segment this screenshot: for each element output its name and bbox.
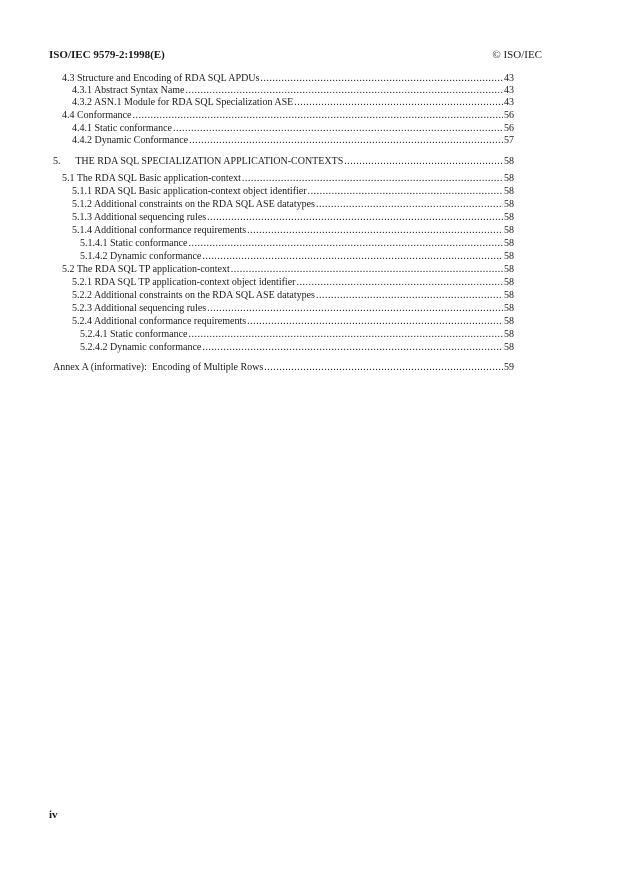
toc-entry-page: 58 <box>504 212 514 223</box>
toc-entry-page: 58 <box>504 199 514 210</box>
toc-entry-title: 4.3.2 ASN.1 Module for RDA SQL Specialization ASE <box>72 97 294 108</box>
toc-entry-title: 5.2.2 Additional constraints on the RDA SQL ASE datatypes <box>72 290 315 301</box>
toc-entry[interactable] <box>62 173 514 185</box>
dot-leader <box>308 186 503 198</box>
toc-entry[interactable] <box>72 225 514 237</box>
toc-entry-page: 43 <box>504 73 514 84</box>
dot-leader <box>189 135 503 147</box>
toc-entry-page: 57 <box>504 135 514 146</box>
dot-leader <box>247 225 503 237</box>
toc-entry-title: 5.2 The RDA SQL TP application-context <box>62 264 230 275</box>
toc-entry-page: 58 <box>504 342 514 353</box>
toc-entry[interactable] <box>62 110 514 122</box>
toc-entry[interactable] <box>80 238 514 250</box>
toc-entry-title: 4.4.2 Dynamic Conformance <box>72 135 189 146</box>
toc-entry[interactable] <box>80 251 514 263</box>
toc-entry-title: 5.1.4.1 Static conformance <box>80 238 188 249</box>
toc-entry[interactable] <box>72 135 514 147</box>
toc-entry-title: 5.2.4.2 Dynamic conformance <box>80 342 202 353</box>
toc-entry-page: 56 <box>504 123 514 134</box>
toc-entry[interactable] <box>62 73 514 85</box>
toc-entry[interactable] <box>72 186 514 198</box>
dot-leader <box>185 85 503 97</box>
toc-entry-title: 4.4 Conformance <box>62 110 132 121</box>
toc-entry-title: 5.2.1 RDA SQL TP application-context object identifier <box>72 277 296 288</box>
toc-entry-page: 58 <box>504 238 514 249</box>
toc-entry[interactable] <box>72 199 514 211</box>
dot-leader <box>316 290 503 302</box>
dot-leader <box>207 303 503 315</box>
toc-entry[interactable] <box>62 264 514 276</box>
toc-entry[interactable] <box>72 85 514 97</box>
toc-entry-page: 43 <box>504 97 514 108</box>
dot-leader <box>247 316 503 328</box>
toc-entry-title: 5.1 The RDA SQL Basic application-context <box>62 173 241 184</box>
toc-entry-page: 58 <box>504 277 514 288</box>
toc-entry-title: 5.1.4.2 Dynamic conformance <box>80 251 202 262</box>
dot-leader <box>207 212 503 224</box>
toc-entry-title: 5.2.4.1 Static conformance <box>80 329 188 340</box>
dot-leader <box>260 73 503 85</box>
dot-leader <box>231 264 503 276</box>
toc-entry[interactable] <box>72 290 514 302</box>
page-number: iv <box>49 809 58 821</box>
toc-entry-title: 5.1.1 RDA SQL Basic application-context object identifier <box>72 186 307 197</box>
toc-entry-page: 58 <box>504 156 514 167</box>
toc-entry-page: 58 <box>504 290 514 301</box>
toc-entry-title: 5.1.2 Additional constraints on the RDA SQL ASE datatypes <box>72 199 315 210</box>
toc-entry[interactable] <box>72 123 514 135</box>
toc-entry-title: 5.1.4 Additional conformance requirements <box>72 225 247 236</box>
toc-entry[interactable] <box>72 303 514 315</box>
dot-leader <box>188 329 503 341</box>
dot-leader <box>242 173 503 185</box>
document-standard-id: ISO/IEC 9579-2:1998(E) <box>49 49 165 61</box>
toc-entry[interactable] <box>72 277 514 289</box>
toc-entry-title: 4.4.1 Static conformance <box>72 123 172 134</box>
dot-leader <box>188 238 503 250</box>
toc-entry-page: 43 <box>504 85 514 96</box>
toc-entry-page: 58 <box>504 264 514 275</box>
dot-leader <box>316 199 503 211</box>
toc-entry[interactable] <box>53 156 514 168</box>
dot-leader <box>294 97 503 109</box>
dot-leader <box>132 110 503 122</box>
toc-entry-title: 5.2.4 Additional conformance requirements <box>72 316 247 327</box>
toc-entry[interactable] <box>72 316 514 328</box>
toc-entry-page: 58 <box>504 329 514 340</box>
toc-entry[interactable] <box>72 212 514 224</box>
toc-entry-page: 58 <box>504 225 514 236</box>
dot-leader <box>344 156 503 168</box>
toc-entry-page: 58 <box>504 186 514 197</box>
dot-leader <box>173 123 503 135</box>
dot-leader <box>264 362 503 374</box>
toc-entry[interactable] <box>72 97 514 109</box>
dot-leader <box>202 251 503 263</box>
dot-leader <box>296 277 503 289</box>
toc-entry-title: Annex A (informative): Encoding of Multiple Rows <box>53 362 264 373</box>
toc-entry-title: 5.2.3 Additional sequencing rules <box>72 303 207 314</box>
toc-entry-page: 59 <box>504 362 514 373</box>
toc-entry-page: 56 <box>504 110 514 121</box>
toc-entry-page: 58 <box>504 316 514 327</box>
toc-entry-title: 5. THE RDA SQL SPECIALIZATION APPLICATION-CONTEXTS <box>53 156 344 167</box>
toc-entry-title: 4.3.1 Abstract Syntax Name <box>72 85 185 96</box>
toc-entry-page: 58 <box>504 251 514 262</box>
toc-entry-page: 58 <box>504 303 514 314</box>
toc-entry-title: 5.1.3 Additional sequencing rules <box>72 212 207 223</box>
dot-leader <box>202 342 503 354</box>
toc-entry-title: 4.3 Structure and Encoding of RDA SQL APDUs <box>62 73 260 84</box>
toc-entry-annex[interactable] <box>53 362 514 374</box>
toc-entry[interactable] <box>80 329 514 341</box>
toc-entry[interactable] <box>80 342 514 354</box>
copyright-notice: © ISO/IEC <box>492 49 542 61</box>
toc-entry-page: 58 <box>504 173 514 184</box>
